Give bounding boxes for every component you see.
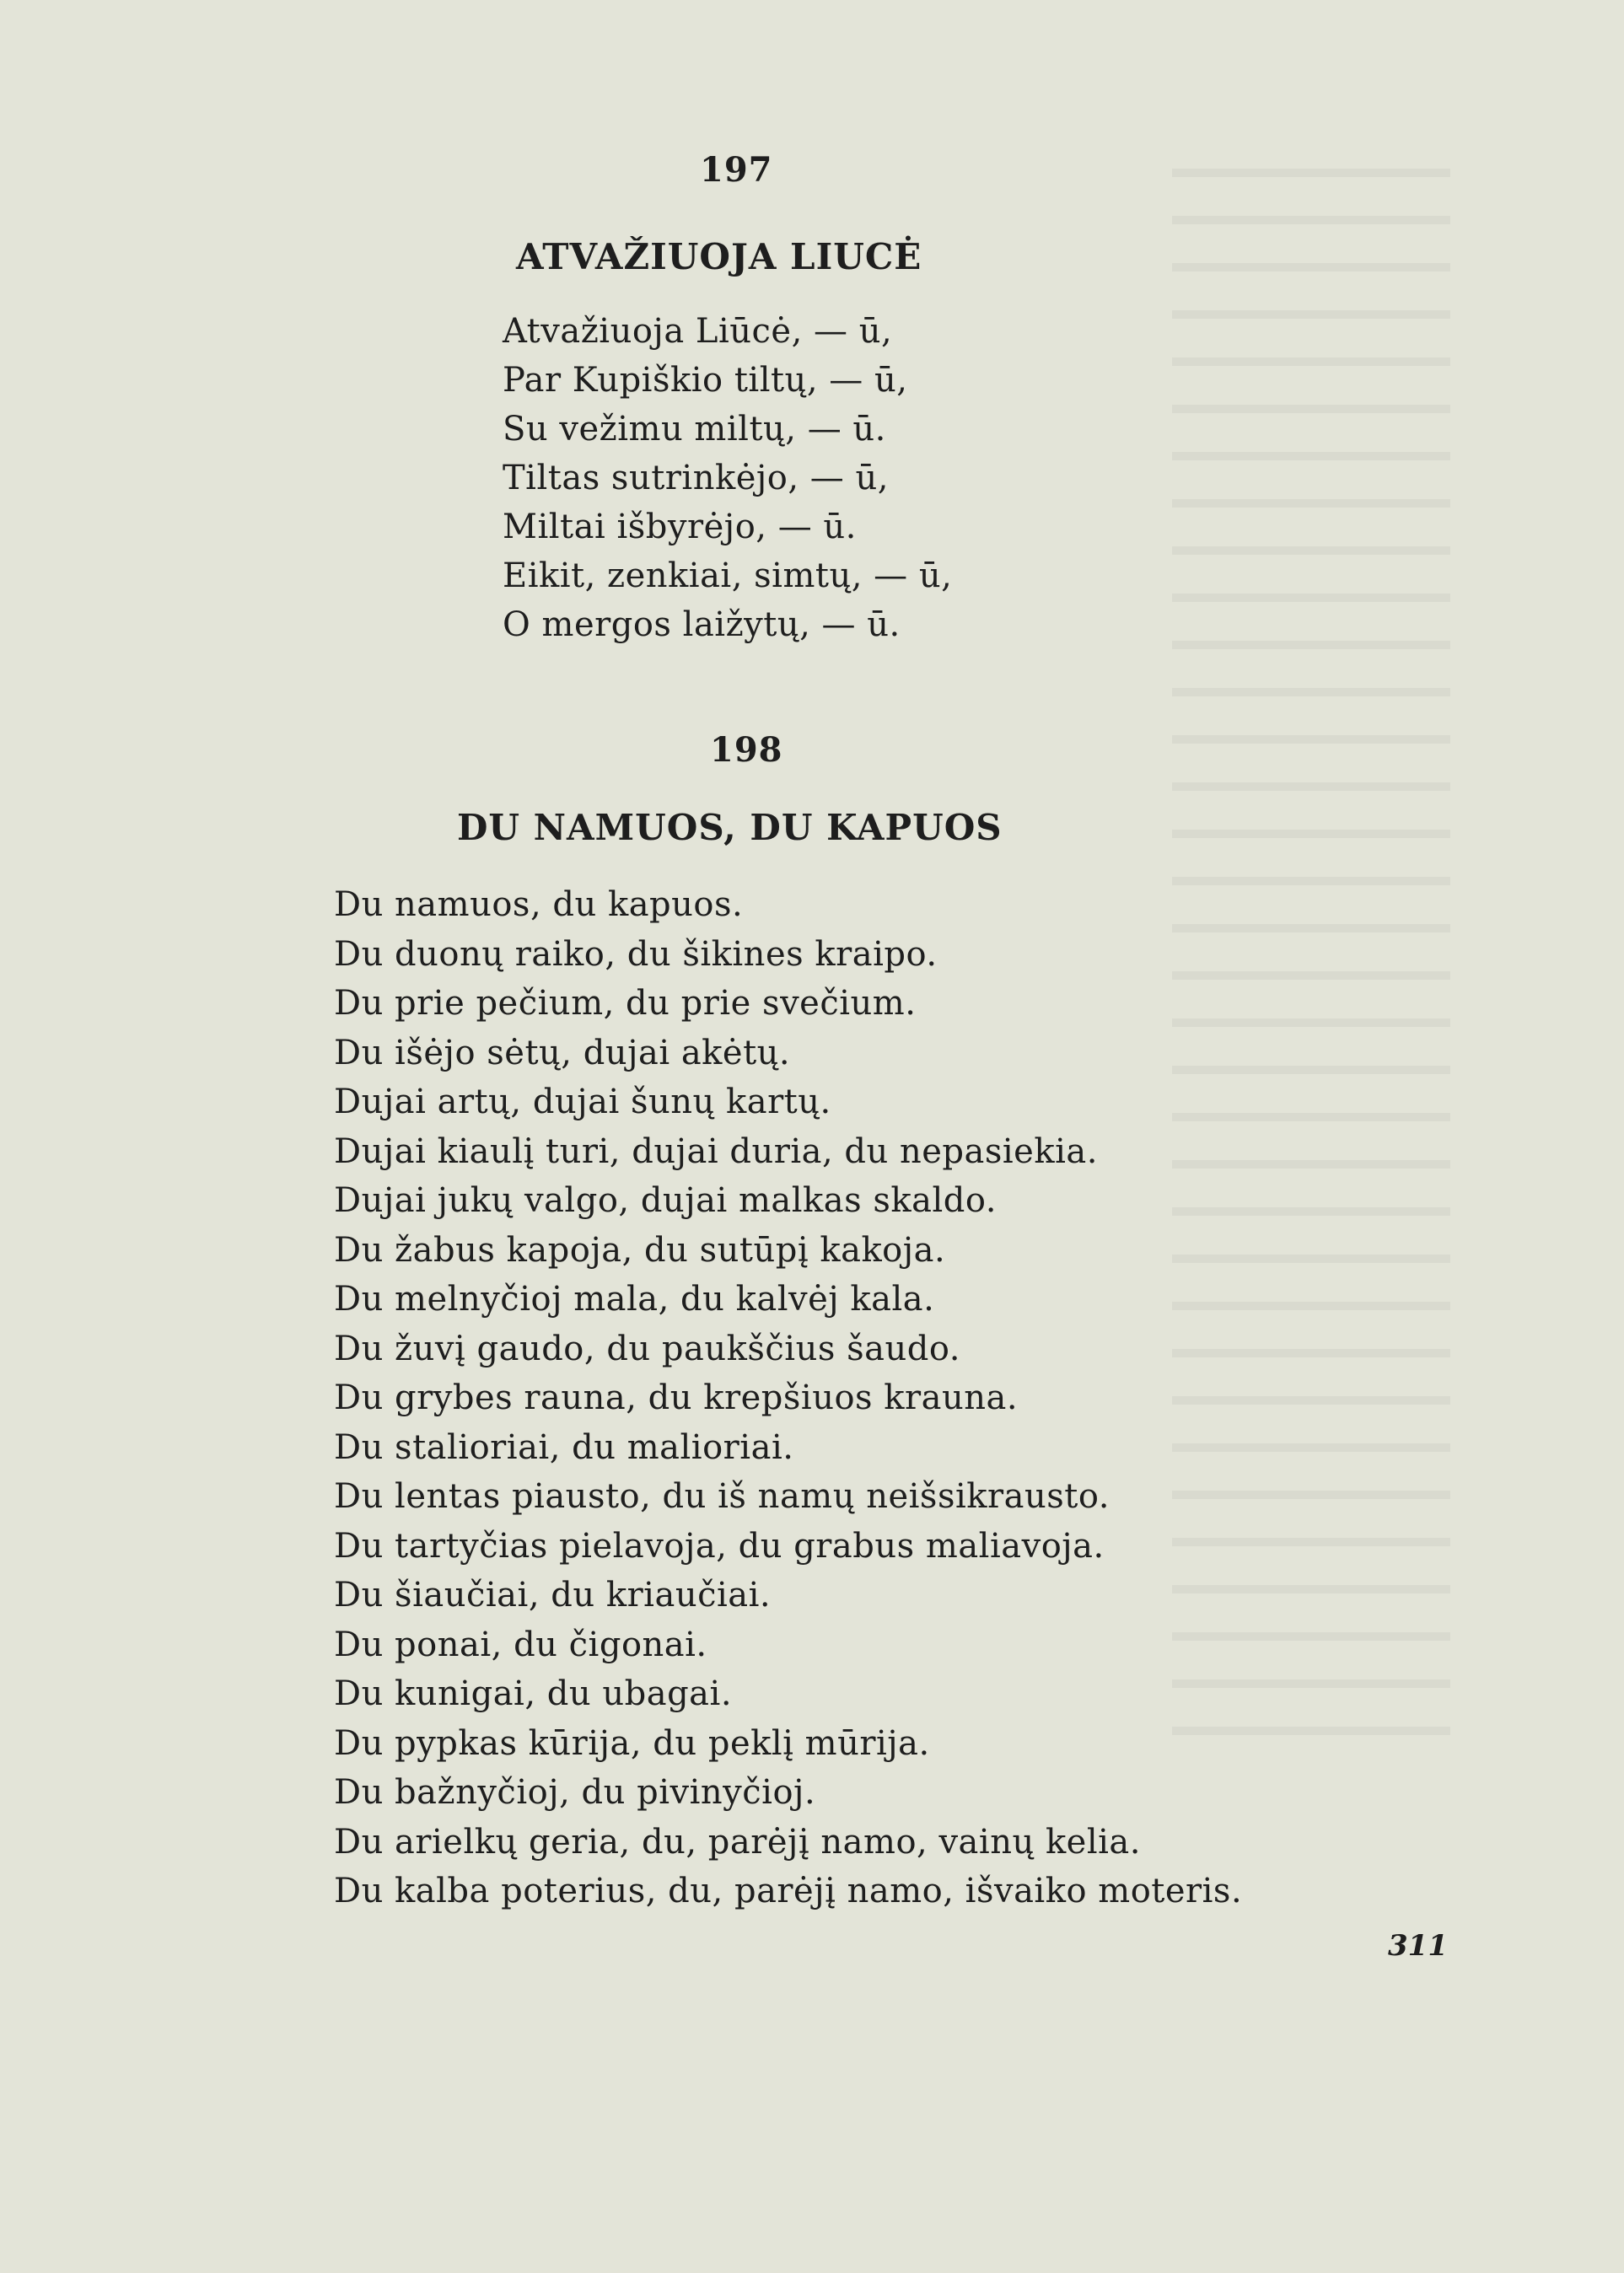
verse-line: Su vežimu miltų, — ū. bbox=[503, 410, 886, 449]
verse-line: Du prie pečium, du prie svečium. bbox=[334, 984, 917, 1023]
verse-line: Du kunigai, du ubagai. bbox=[334, 1674, 733, 1713]
verse-line: Dujai artų, dujai šunų kartų. bbox=[334, 1083, 831, 1121]
verse-line: Eikit, zenkiai, simtų, — ū, bbox=[503, 556, 953, 595]
verse-line: Du grybes rauna, du krepšiuos krauna. bbox=[334, 1378, 1019, 1417]
verse-line: Du lentas piausto, du iš namų neišsikrausto. bbox=[334, 1477, 1110, 1516]
verse-line: Du žabus kapoja, du sutūpį kakoja. bbox=[334, 1230, 946, 1270]
poem-text-197 bbox=[503, 307, 952, 649]
verse-line: Du ponai, du čigonai. bbox=[334, 1625, 707, 1664]
verse-line: Du melnyčioj mala, du kalvėj kala. bbox=[334, 1280, 935, 1319]
verse-line: Dujai jukų valgo, dujai malkas skaldo. bbox=[334, 1181, 997, 1220]
poem-number-197: 197 bbox=[700, 150, 773, 190]
verse-line: Du žuvį gaudo, du paukščius šaudo. bbox=[334, 1329, 960, 1368]
verse-line: Du namuos, du kapuos. bbox=[334, 885, 744, 924]
poem-number-198: 198 bbox=[710, 730, 783, 770]
verse-line: Du šiaučiai, du kriaučiai. bbox=[334, 1576, 772, 1615]
verse-line: Tiltas sutrinkėjo, — ū, bbox=[503, 459, 889, 497]
verse-line: Par Kupiškio tiltų, — ū, bbox=[503, 361, 908, 400]
page-number: 311 bbox=[1388, 1929, 1448, 1963]
poem-text-198 bbox=[334, 880, 1242, 1916]
verse-line: Du stalioriai, du malioriai. bbox=[334, 1427, 794, 1467]
verse-line: Miltai išbyrėjo, — ū. bbox=[503, 508, 857, 546]
poem-title-198: DU NAMUOS, DU KAPUOS bbox=[457, 807, 1003, 848]
verse-line: Atvažiuoja Liūcė, — ū, bbox=[503, 312, 893, 351]
verse-line: Du bažnyčioj, du pivinyčioj. bbox=[334, 1773, 816, 1812]
verse-line: Du arielkų geria, du, parėjį namo, vainų kelia. bbox=[334, 1822, 1141, 1862]
verse-line: Du išėjo sėtų, dujai akėtų. bbox=[334, 1033, 791, 1072]
verse-line: Du pypkas kūrija, du peklį mūrija. bbox=[334, 1723, 930, 1763]
verse-line: Du tartyčias pielavoja, du grabus maliavoja. bbox=[334, 1526, 1105, 1566]
verse-line: Du kalba poterius, du, parėjį namo, išvaiko moteris. bbox=[334, 1872, 1243, 1910]
verse-line: O mergos laižytų, — ū. bbox=[503, 605, 901, 644]
poem-title-197: ATVAŽIUOJA LIUCĖ bbox=[516, 236, 922, 277]
verse-line: Dujai kiaulį turi, dujai duria, du nepasiekia. bbox=[334, 1131, 1098, 1171]
verse-line: Du duonų raiko, du šikines kraipo. bbox=[334, 934, 938, 974]
